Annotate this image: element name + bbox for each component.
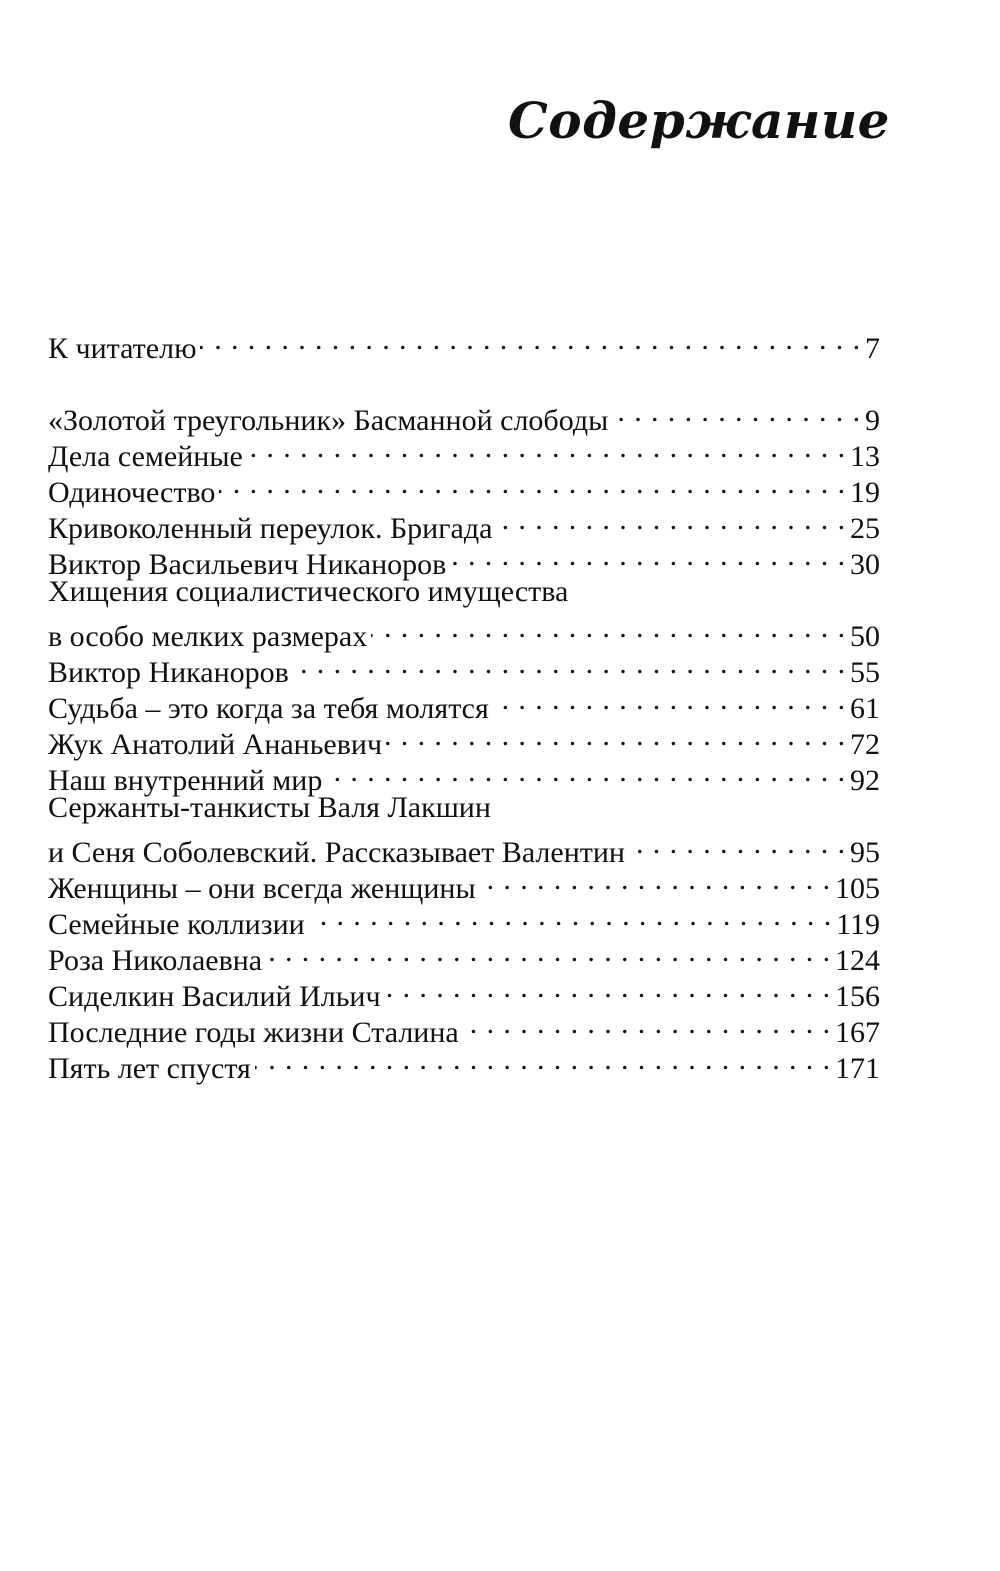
page-title: Содержание: [508, 91, 890, 150]
toc-page-number: 105: [835, 872, 880, 905]
toc-page-number: 119: [836, 908, 880, 941]
toc-page-number: 95: [850, 836, 880, 869]
toc-entry[interactable]: [48, 322, 880, 365]
toc-page-number: 61: [850, 692, 880, 725]
toc-entry-title: Кривоколенный переулок. Бригада: [48, 512, 493, 545]
toc-entry-title-line1[interactable]: Хищения социалистического имущества: [48, 575, 569, 608]
toc-page-number: 156: [835, 980, 880, 1013]
toc-page-number: 171: [835, 1052, 880, 1085]
dot-leader: [371, 610, 846, 646]
dot-leader: [326, 754, 846, 790]
toc-entry-title: Виктор Никаноров: [48, 656, 289, 689]
toc-page-number: 7: [865, 332, 880, 365]
toc-entry-title: Семейные коллизии: [48, 908, 305, 941]
toc-page-number: 19: [850, 476, 880, 509]
dot-leader: [247, 430, 846, 466]
dot-leader: [493, 682, 846, 718]
dot-leader: [480, 862, 831, 898]
toc-page-number: 124: [835, 944, 880, 977]
toc-entry-title: Дела семейные: [48, 440, 243, 473]
toc-page-number: 167: [835, 1016, 880, 1049]
toc-page-number: 30: [850, 548, 880, 581]
toc-entry-title: Одиночество: [48, 476, 216, 509]
dot-leader: [309, 898, 832, 934]
dot-leader: [255, 1042, 831, 1078]
dot-leader: [293, 646, 846, 682]
toc-entry-title: Судьба – это когда за тебя молятся: [48, 692, 489, 725]
toc-page-number: 9: [865, 404, 880, 437]
toc-entry-title: Жук Анатолий Ананьевич: [48, 728, 383, 761]
toc-entry-title: Сиделкин Василий Ильич: [48, 980, 381, 1013]
toc-entry-title: «Золотой треугольник» Басманной слободы: [48, 404, 609, 437]
dot-leader: [629, 826, 846, 862]
toc-entry[interactable]: [48, 394, 880, 437]
dot-leader: [450, 538, 846, 574]
toc-page-number: 25: [850, 512, 880, 545]
dot-leader: [386, 718, 846, 754]
toc-page-number: 55: [850, 656, 880, 689]
table-of-contents: [48, 322, 880, 1085]
dot-leader: [200, 322, 861, 358]
toc-entry-title: Последние годы жизни Сталина: [48, 1016, 459, 1049]
dot-leader: [219, 466, 846, 502]
dot-leader: [385, 970, 831, 1006]
toc-entry-title: Пять лет спустя: [48, 1052, 251, 1085]
toc-entry-title: Виктор Васильевич Никаноров: [48, 548, 447, 581]
dot-leader: [266, 934, 831, 970]
toc-entry[interactable]: [48, 826, 880, 869]
dot-leader: [496, 502, 846, 538]
toc-entry-title: и Сеня Соболевский. Рассказывает Валентин: [48, 836, 625, 869]
toc-entry-title-line1[interactable]: Сержанты-танкисты Валя Лакшин: [48, 791, 491, 824]
toc-page-number: 13: [850, 440, 880, 473]
toc-entry-title: Женщины – они всегда женщины: [48, 872, 476, 905]
toc-entry-title: в особо мелких размерах: [48, 620, 368, 653]
toc-page-number: 72: [850, 728, 880, 761]
toc-page-number: 92: [850, 764, 880, 797]
toc-entry[interactable]: [48, 610, 880, 653]
toc-entry-title: Роза Николаевна: [48, 944, 263, 977]
toc-page-number: 50: [850, 620, 880, 653]
toc-entry-title: Наш внутренний мир: [48, 764, 323, 797]
dot-leader: [612, 394, 861, 430]
dot-leader: [463, 1006, 831, 1042]
toc-entry-title: К читателю: [48, 332, 197, 365]
